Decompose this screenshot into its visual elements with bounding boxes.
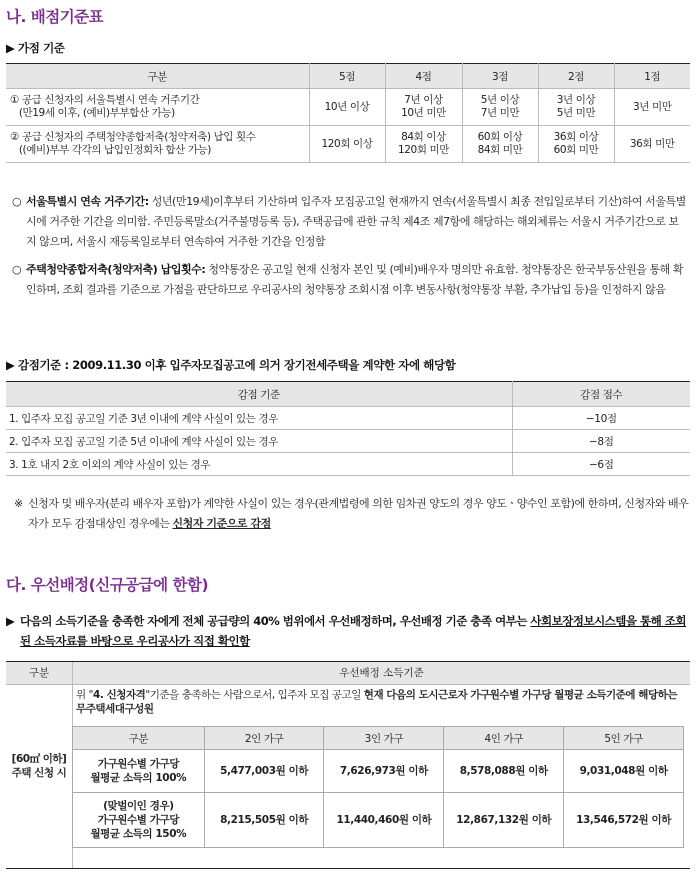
row-label-line: ((예비)부부 각각의 납입인정회차 합산 가능) [18,144,211,156]
income-cell: 12,867,132원 이하 [444,793,564,848]
col-header: 감점 기준 [6,382,512,407]
table-row [6,430,690,453]
row-label-line: (맞벌이인 경우) [103,800,174,812]
cell-line: 10년 미만 [401,107,446,119]
table-cell: 2. 입주자 모집 공고일 기준 5년 이내에 계약 사실이 있는 경우 [6,430,512,453]
intro-text: "기준을 충족하는 사람으로서, 입주자 모집 공고일 [145,689,364,701]
table-row [73,750,684,793]
bullet-body: 성년(만19세)이후부터 기산하며 입주자 모집공고일 현재까지 연속(서울특별시 최종 전입일로부터 기산)하여 서울특별시에 거주한 기간을 의미함. 주민등록말소(거주불명등록 등), 주택공급에 관한 규칙 제4조 제7항에 해당하는 해외체류는 서울시 거주기간으로 보지 않으며, 서울시 재등록일로부터 연속하여 거주한 기간을 인정함 [26,195,686,248]
bullet-marker: ○ [12,263,22,276]
table-row [6,126,690,163]
cell-line: 7년 이상 [404,94,443,106]
bullet-residence [12,192,688,252]
table-cell: −10점 [512,407,690,430]
table-cell: −6점 [512,453,690,476]
row-label-line: 월평균 소득의 150% [90,828,187,840]
category-line: 주택 신청 시 [11,767,67,779]
cell-line: 120회 미만 [397,144,449,156]
table-cell [538,89,614,126]
table-header-row [6,382,690,407]
note-text [14,494,690,534]
note-body: 신청자 및 배우자(분리 배우자 포함)가 계약한 사실이 있는 경우(관계법령에 의한 임차권 양도의 경우 양도ㆍ양수인 포함)에 한하며, 신청자와 배우자가 모두 감점대상인 경우에는 [28,497,689,530]
cell-line: 5년 이상 [480,94,520,106]
cell-line: 7년 미만 [480,107,520,119]
table-row [73,793,684,848]
bullet-body: 청약통장은 공고일 현재 신청자 본인 및 (예비)배우자 명의만 유효함. 청약통장은 한국부동산원을 통해 확인하며, 조회 결과를 기준으로 가점을 판단하므로 우리공사의 청약통장 조회시점 이후 변동사항(청약통장 부활, 추가납입 등)을 인정하지 않음 [26,263,684,296]
bullet-term: 주택청약종합저축(청약저축) 납입횟수: [26,263,206,276]
income-cell: 8,578,088원 이하 [444,750,564,793]
income-cell: 11,440,460원 이하 [324,793,444,848]
table-cell: 1. 입주자 모집 공고일 기준 3년 이내에 계약 사실이 있는 경우 [6,407,512,430]
row-label-line: 가구원수별 가구당 [97,814,179,826]
col-header: 구분 [73,727,205,750]
intro-text: 위 " [76,689,93,701]
bullet-marker: ○ [12,195,22,208]
row-label-line: 월평균 소득의 100% [90,772,187,784]
col-header: 구분 [6,64,309,89]
income-cell: 13,546,572원 이하 [564,793,684,848]
col-header: 2점 [538,64,614,89]
income-cell: 9,031,048원 이하 [564,750,684,793]
priority-intro [76,688,688,716]
table-cell [462,126,538,163]
row-label-line: ② 공급 신청자의 주택청약종합저축(청약저축) 납입 횟수 [10,131,256,143]
row-label [73,750,205,793]
bullet-text [12,192,688,252]
col-header: 5점 [309,64,385,89]
gamjum-heading: ▶ 감점기준 : 2009.11.30 이후 입주자모집공고에 의거 장기전세주택을 계약한 자에 해당함 [6,358,456,372]
note-emphasis: 신청자 기준으로 감점 [172,517,271,530]
cell-line: 60회 이상 [477,131,523,143]
priority-description [6,611,690,651]
income-table [72,726,684,848]
cell-line: 84회 미만 [477,144,523,156]
cell-line: 5년 미만 [556,107,596,119]
col-header: 1점 [614,64,690,89]
arrow-marker: ▶ [6,614,15,628]
cell-line: 3년 이상 [556,94,596,106]
priority-body: 다음의 소득기준을 충족한 자에게 전체 공급량의 40% 범위에서 우선배정하며, 우선배정 기준 충족 여부는 [20,614,531,628]
row-label [73,793,205,848]
col-header: 3인 가구 [324,727,444,750]
section-title-da: 다. 우선배정(신규공급에 한함) [6,576,209,594]
priority-text [6,611,690,651]
gamjum-note [14,494,690,534]
priority-emphasis: 사회보장정보시스템을 통해 조회된 소득자료를 바탕으로 우리공사가 직접 확인함 [20,614,686,648]
row-label-line: ① 공급 신청자의 서울특별시 연속 거주기간 [10,94,200,106]
col-header: 우선배정 소득기준 [73,662,690,685]
col-header: 3점 [462,64,538,89]
bullet-text [12,260,688,300]
gajum-heading: ▶ 가점 기준 [6,41,65,55]
cell-line: 36회 이상 [553,131,599,143]
table-cell: 3. 1호 내지 2호 이외의 계약 사실이 있는 경우 [6,453,512,476]
table-row [6,453,690,476]
row-label-line: (만19세 이후, (예비)부부합산 가능) [18,107,175,119]
col-header: 5인 가구 [564,727,684,750]
col-header: 4점 [385,64,462,89]
row-label [6,89,309,126]
income-cell: 5,477,003원 이하 [204,750,324,793]
income-cell: 8,215,505원 이하 [204,793,324,848]
table-cell [385,126,462,163]
table-cell: 3년 미만 [614,89,690,126]
gamjum-table [6,381,690,476]
table-header-row [6,64,690,89]
table-cell [385,89,462,126]
row-label [6,126,309,163]
income-cell: 7,626,973원 이하 [324,750,444,793]
table-row [6,407,690,430]
cell-line: 84회 이상 [401,131,446,143]
table-cell: 36회 미만 [614,126,690,163]
category-label [6,752,72,780]
gajum-table [6,63,690,163]
intro-bold: 현재 다음의 도시근로자 가구원수별 가구당 월평균 소득기준에 해당하는 무주택세대구성원 [76,689,678,715]
row-label-line: 가구원수별 가구당 [97,758,179,770]
note-marker: ※ [14,497,23,510]
col-header: 4인 가구 [444,727,564,750]
table-cell: −8점 [512,430,690,453]
cell-line: 60회 미만 [553,144,599,156]
bullet-savings [12,260,688,300]
table-cell: 10년 이상 [309,89,385,126]
intro-reference: 4. 신청자격 [92,689,146,701]
bullet-term: 서울특별시 연속 거주기간: [26,195,149,208]
table-cell: 120회 이상 [309,126,385,163]
table-header-row [73,727,684,750]
table-cell [538,126,614,163]
table-row [6,89,690,126]
section-title-na: 나. 배점기준표 [6,8,104,26]
category-line: [60㎡ 이하] [11,753,67,765]
col-header: 2인 가구 [204,727,324,750]
table-cell [462,89,538,126]
col-header: 구분 [6,662,72,685]
col-header: 감점 점수 [512,382,690,407]
